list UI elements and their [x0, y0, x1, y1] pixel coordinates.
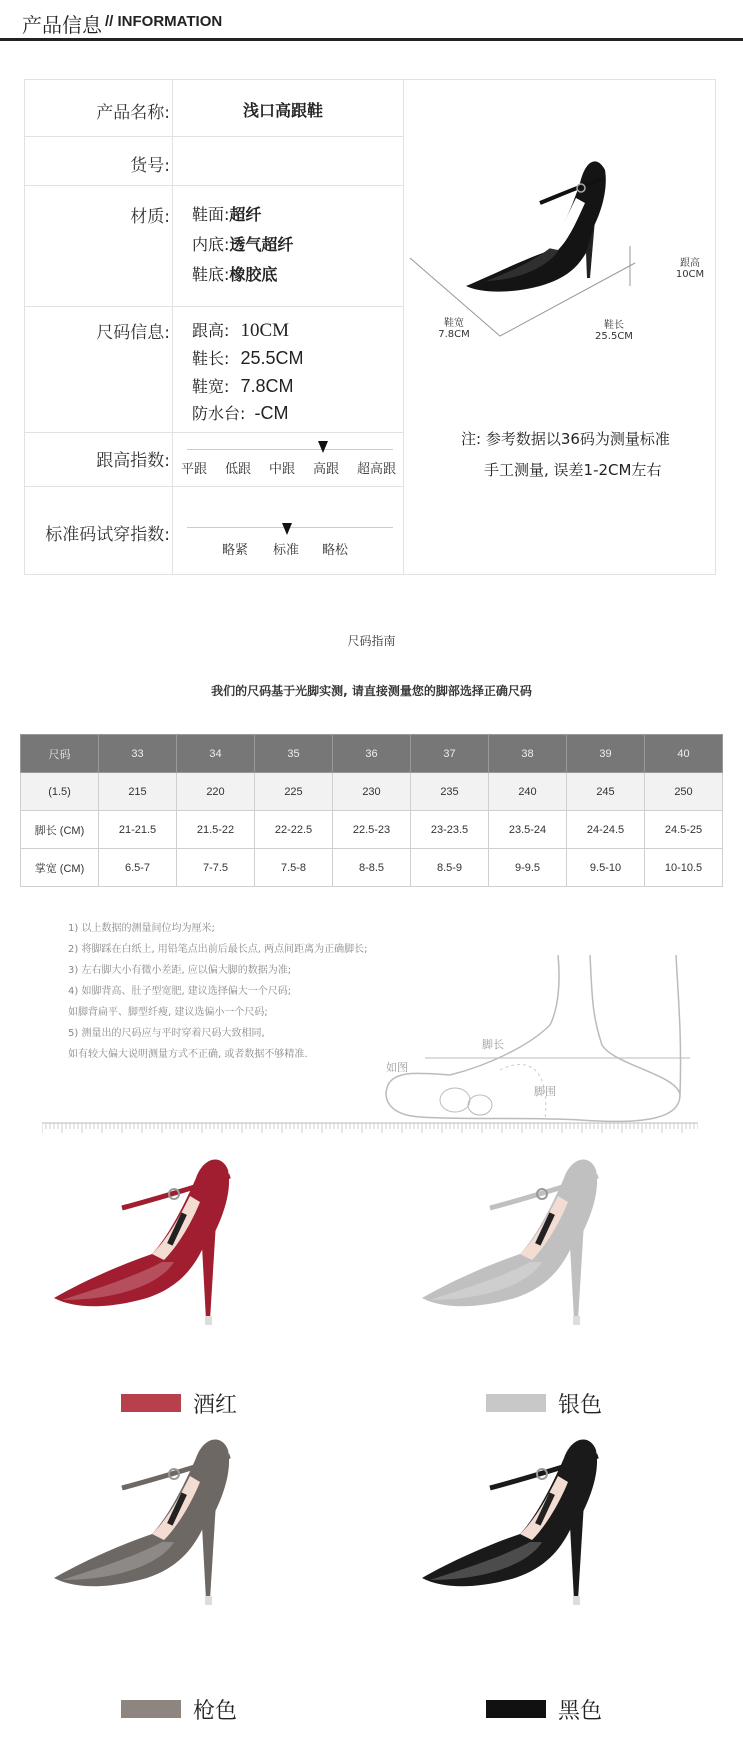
platform-height — [192, 401, 289, 424]
measure-note-1: 注: 参考数据以36码为测量标准 — [461, 430, 670, 448]
table-row — [21, 849, 723, 887]
heel-height — [192, 318, 289, 342]
table-cell: 23-23.5 — [411, 811, 489, 849]
fit-index-marker — [282, 523, 292, 535]
header-divider — [0, 38, 743, 41]
fit-index-label: 标准码试穿指数: — [45, 525, 170, 545]
table-cell: 22-22.5 — [255, 811, 333, 849]
foot-girth-label: 脚围 — [534, 1085, 556, 1098]
color-swatch-black — [486, 1700, 546, 1718]
table-cell: 245 — [567, 773, 645, 811]
table-cell: 215 — [99, 773, 177, 811]
tip-line: 如有较大偏大说明测量方式不正确, 或者数据不够精准. — [68, 1049, 308, 1060]
shoe-wine-red — [52, 1150, 282, 1340]
table-cell: 34 — [177, 735, 255, 773]
table-cell: 240 — [489, 773, 567, 811]
heel-index-option: 低跟 — [225, 462, 252, 477]
fit-index-option: 标准 — [273, 543, 300, 558]
table-cell: 22.5-23 — [333, 811, 411, 849]
table-cell: 7.5-8 — [255, 849, 333, 887]
table-cell: 24-24.5 — [567, 811, 645, 849]
table-cell: 6.5-7 — [99, 849, 177, 887]
color-label-black: 黑色 — [558, 1699, 603, 1724]
shoe-silver — [420, 1150, 650, 1340]
insole-label: 内底: — [192, 235, 230, 254]
color-label-wine-red: 酒红 — [193, 1393, 238, 1418]
color-label-silver: 银色 — [558, 1393, 603, 1418]
heel-index-option: 平跟 — [181, 462, 208, 477]
size-info-label: 尺码信息: — [96, 323, 170, 343]
heel-index-option: 高跟 — [313, 462, 340, 477]
upper-value: 超纤 — [229, 205, 262, 224]
shoe-gunmetal — [52, 1430, 282, 1620]
diagram-length-label: 鞋长 25.5CM — [595, 320, 633, 342]
table-cell: 21-21.5 — [99, 811, 177, 849]
measurement-tips — [68, 918, 368, 1065]
shoe-width — [192, 374, 294, 397]
table-cell: 40 — [645, 735, 723, 773]
row-divider — [25, 432, 403, 433]
sole-material — [192, 262, 277, 285]
table-divider — [172, 80, 173, 574]
foot-sketch — [380, 955, 720, 1125]
table-row — [21, 773, 723, 811]
heel-height-value: 10CM — [240, 320, 290, 341]
heel-index-option: 中跟 — [269, 462, 296, 477]
shoe-width-value: 7.8CM — [240, 376, 294, 396]
tip-line: 3) 左右脚大小有微小差距, 应以偏大脚的数据为准; — [68, 965, 292, 976]
color-label-gunmetal: 枪色 — [193, 1699, 238, 1724]
table-cell: 掌宽 (CM) — [21, 849, 99, 887]
table-cell: 9.5-10 — [567, 849, 645, 887]
shoe-length — [192, 346, 304, 369]
table-cell: 37 — [411, 735, 489, 773]
table-cell: 23.5-24 — [489, 811, 567, 849]
table-cell: 8.5-9 — [411, 849, 489, 887]
table-cell: 39 — [567, 735, 645, 773]
tip-line: 2) 将脚踩在白纸上, 用铅笔点出前后最长点, 两点间距离为正确脚长; — [68, 944, 368, 955]
diagram-width-label: 鞋宽 7.8CM — [438, 318, 470, 340]
table-cell: 35 — [255, 735, 333, 773]
row-divider — [25, 185, 403, 186]
diagram-heel-label: 跟高 10CM — [675, 258, 705, 280]
row-divider — [25, 486, 403, 487]
diagram-width-text — [432, 318, 476, 340]
upper-label: 鞋面: — [192, 205, 230, 224]
table-row — [21, 735, 723, 773]
heel-index-label: 跟高指数: — [96, 451, 170, 471]
row-divider — [25, 306, 403, 307]
table-cell: 225 — [255, 773, 333, 811]
table-cell: 8-8.5 — [333, 849, 411, 887]
fit-index-option: 略松 — [322, 543, 349, 558]
table-cell: 10-10.5 — [645, 849, 723, 887]
size-guide-desc: 我们的尺码基于光脚实测, 请直接测量您的脚部选择正确尺码 — [211, 684, 532, 698]
heel-index-option: 超高跟 — [357, 462, 397, 477]
table-cell: 38 — [489, 735, 567, 773]
sole-label: 鞋底: — [192, 265, 230, 284]
color-swatch-gunmetal — [121, 1700, 181, 1718]
table-cell: 33 — [99, 735, 177, 773]
table-cell: 尺码 — [21, 735, 99, 773]
shoe-length-value: 25.5CM — [240, 348, 304, 368]
diagram-heel-text — [670, 258, 710, 280]
table-cell: 9-9.5 — [489, 849, 567, 887]
platform-label: 防水台: — [192, 404, 246, 423]
foot-example-label: 如图 — [386, 1061, 408, 1074]
table-cell: 235 — [411, 773, 489, 811]
tip-line: 如脚背扁平、脚型纤瘦, 建议选偏小一个尺码; — [68, 1007, 268, 1018]
table-cell: 24.5-25 — [645, 811, 723, 849]
section-subtitle: // INFORMATION — [105, 13, 223, 30]
sole-value: 橡胶底 — [229, 265, 278, 284]
tip-line: 5) 测量出的尺码应与平时穿着尺码大致相同, — [68, 1028, 265, 1039]
heel-index-marker — [318, 441, 328, 453]
product-name-value: 浅口高跟鞋 — [243, 101, 324, 120]
table-cell: 7-7.5 — [177, 849, 255, 887]
table-cell: 36 — [333, 735, 411, 773]
size-chart-table — [20, 734, 723, 887]
shoe-width-label: 鞋宽: — [192, 377, 230, 396]
table-row — [21, 811, 723, 849]
heel-height-label: 跟高: — [192, 321, 230, 340]
platform-value: -CM — [254, 403, 289, 423]
diagram-length-text — [592, 320, 636, 342]
table-cell: (1.5) — [21, 773, 99, 811]
row-divider — [25, 136, 403, 137]
table-cell: 21.5-22 — [177, 811, 255, 849]
shoe-length-label: 鞋长: — [192, 349, 230, 368]
table-cell: 250 — [645, 773, 723, 811]
insole-value: 透气超纤 — [229, 235, 294, 254]
color-swatch-wine-red — [121, 1394, 181, 1412]
shoe-black — [420, 1430, 650, 1620]
section-title: 产品信息 — [22, 13, 102, 37]
table-cell: 230 — [333, 773, 411, 811]
table-cell: 脚长 (CM) — [21, 811, 99, 849]
material-label: 材质: — [130, 207, 170, 227]
sku-label: 货号: — [130, 156, 170, 176]
upper-material — [192, 202, 261, 225]
section-header — [0, 0, 743, 42]
size-guide-title: 尺码指南 — [347, 634, 396, 648]
measure-note-2: 手工测量, 误差1-2CM左右 — [484, 461, 662, 479]
tip-line: 4) 如脚背高、肚子型宽肥, 建议选择偏大一个尺码; — [68, 986, 292, 997]
product-name-label: 产品名称: — [96, 103, 170, 123]
foot-length-label: 脚长 — [482, 1038, 504, 1051]
tip-line: 1) 以上数据的测量间位均为厘米; — [68, 923, 215, 934]
table-cell: 220 — [177, 773, 255, 811]
heel-index-scale — [187, 449, 393, 450]
fit-index-option: 略紧 — [222, 543, 249, 558]
insole-material — [192, 232, 293, 255]
color-swatch-silver — [486, 1394, 546, 1412]
ruler — [42, 1122, 698, 1134]
